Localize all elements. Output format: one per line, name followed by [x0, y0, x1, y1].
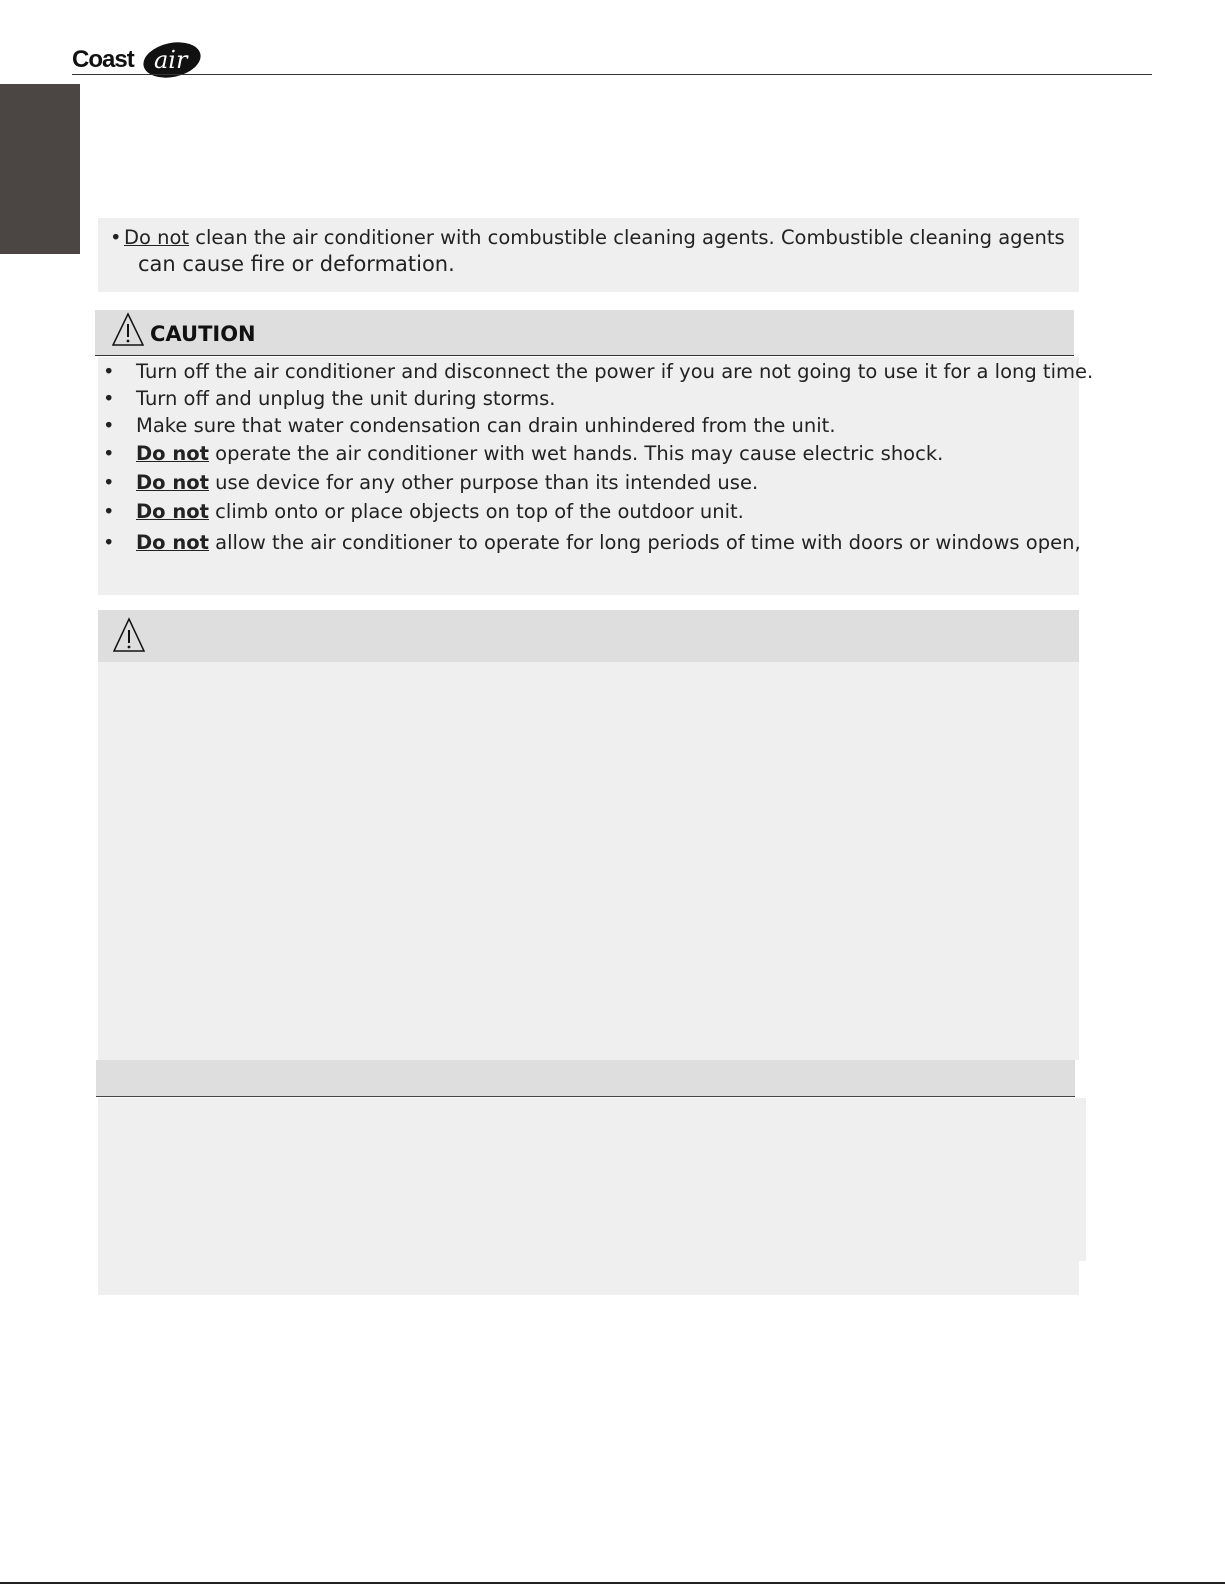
- caution-item: • Do not use device for any other purpose than its intended use.: [103, 471, 759, 494]
- notice-line-2: can cause fire or deformation.: [138, 252, 455, 276]
- warning-triangle-icon: [111, 312, 145, 348]
- notice-line-1: • Do not clean the air conditioner with combustible cleaning agents. Combustible cleaning agents: [110, 226, 1065, 249]
- notice-prefix: Do not: [124, 226, 190, 249]
- coastair-logo: [72, 40, 207, 82]
- caution-item: • Do not climb onto or place objects on top of the outdoor unit.: [103, 500, 744, 523]
- caution-item: • Make sure that water condensation can drain unhindered from the unit.: [103, 414, 836, 437]
- notice-line-1-text: clean the air conditioner with combustible cleaning agents. Combustible cleaning agents: [189, 226, 1065, 249]
- caution-list: [98, 357, 1094, 595]
- logo-text: Coast: [72, 46, 134, 73]
- caution-header: [95, 310, 1074, 356]
- warning-triangle-icon: [112, 616, 146, 654]
- warning-header: [98, 610, 1079, 662]
- header-rule: [72, 74, 1152, 75]
- bottom-box-lower: [98, 1258, 1079, 1295]
- bottom-box: [98, 1098, 1086, 1261]
- notice-box: [98, 218, 1079, 292]
- footer-rule: [0, 1582, 1225, 1584]
- svg-text:air: air: [154, 46, 188, 74]
- caution-item: • Do not operate the air conditioner with wet hands. This may cause electric shock.: [103, 442, 944, 465]
- section-bar: [96, 1060, 1075, 1097]
- caution-title: CAUTION: [150, 322, 256, 346]
- caution-item: • Turn off the air conditioner and disconnect the power if you are not going to use it for a long time.: [103, 360, 1094, 383]
- caution-item: • Turn off and unplug the unit during storms.: [103, 387, 556, 410]
- warning-body: [98, 662, 1079, 1060]
- logo-air-script: [142, 40, 208, 82]
- caution-item: • Do not allow the air conditioner to operate for long periods of time with doors or windows open,: [103, 531, 1081, 554]
- side-tab: [0, 84, 80, 254]
